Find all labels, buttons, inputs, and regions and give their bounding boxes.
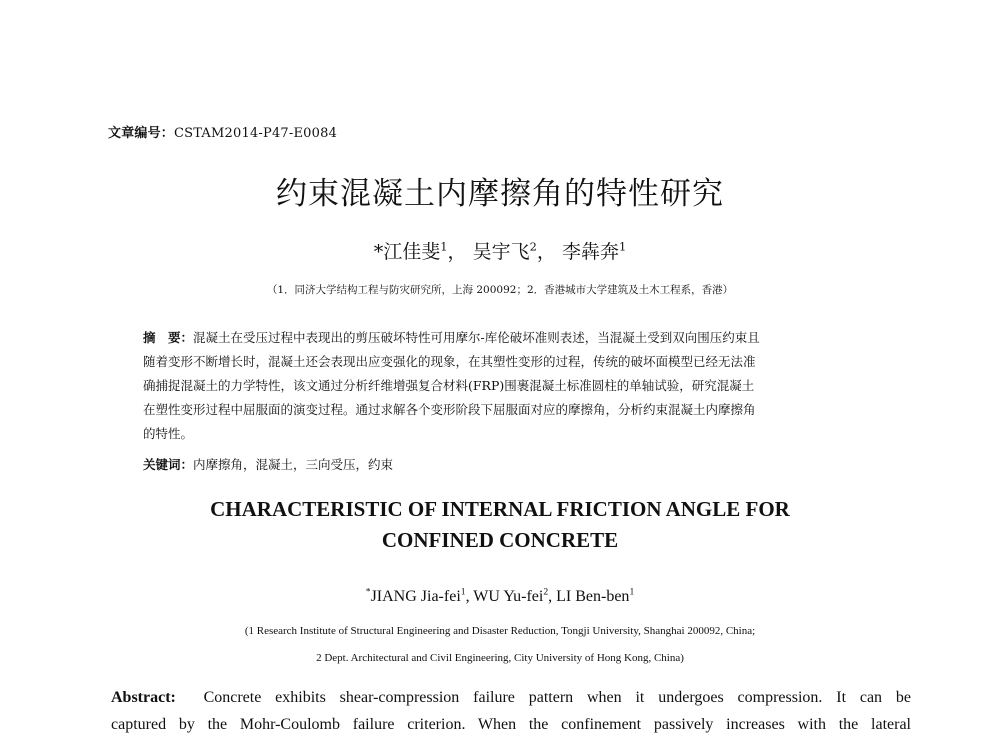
en-author-3-affil: 1 xyxy=(629,586,635,598)
en-abstract-line: captured by the Mohr-Coulomb failure criterion. When the confinement passively increases with the lateral xyxy=(111,716,911,733)
english-affiliation-line-1: (1 Research Institute of Structural Engineering and Disaster Reduction, Tongji University, Shanghai 200092, China; xyxy=(244,625,756,637)
en-abstract-line xyxy=(111,684,911,711)
author-2-name: 吴宇飞 xyxy=(472,241,530,263)
abstract-line xyxy=(143,326,873,350)
abstract-line: 的特性。 xyxy=(143,426,194,441)
chinese-authors xyxy=(0,237,1000,264)
keywords-label: 关键词： xyxy=(143,457,194,472)
english-abstract xyxy=(111,684,911,738)
en-author-2-sep: , xyxy=(548,588,557,605)
en-author-1-sep: , xyxy=(465,588,474,605)
en-abstract-label: Abstract: xyxy=(111,689,176,706)
english-title-line-2: CONFINED CONCRETE xyxy=(381,528,619,552)
en-author-3-name: LI Ben-ben xyxy=(556,588,630,605)
en-author-1-mark: * xyxy=(365,586,371,598)
english-affiliation-line-2: 2 Dept. Architectural and Civil Engineering, City University of Hong Kong, China) xyxy=(316,652,684,664)
article-number xyxy=(108,122,337,141)
article-number-label: 文章编号： xyxy=(108,126,175,141)
abstract-line: 随着变形不断增长时，混凝土还会表现出应变强化的现象，在其塑性变形的过程，传统的破坏面模型已经无法准 xyxy=(143,354,756,369)
en-author-1-affil: 1 xyxy=(460,586,466,598)
author-2-sep: ， xyxy=(536,241,556,263)
chinese-title: 约束混凝土内摩擦角的特性研究 xyxy=(276,176,724,212)
author-1-sep: ， xyxy=(447,241,467,263)
abstract-line: 在塑性变形过程中屈服面的演变过程。通过求解各个变形阶段下屈服面对应的摩擦角，分析约束混凝土内摩擦角 xyxy=(143,402,756,417)
author-3-affil: 1 xyxy=(618,239,627,254)
chinese-keywords xyxy=(143,455,393,473)
author-2-affil: 2 xyxy=(529,239,537,254)
en-author-2-name: WU Yu-fei xyxy=(473,588,544,605)
author-1-mark: * xyxy=(373,241,384,263)
en-author-1-name: JIANG Jia-fei xyxy=(370,588,461,605)
author-1-affil: 1 xyxy=(440,239,448,254)
chinese-affiliation: （1．同济大学结构工程与防灾研究所，上海 200092；2．香港城市大学建筑及土木工程系，香港） xyxy=(266,284,734,296)
english-authors xyxy=(0,588,1000,606)
abstract-line-text: 混凝土在受压过程中表现出的剪压破坏特性可用摩尔-库伦破坏准则表述，当混凝土受到双向围压约束且 xyxy=(193,330,760,345)
abstract-label: 摘 要： xyxy=(143,330,194,345)
abstract-line: 确捕捉混凝土的力学特性，该文通过分析纤维增强复合材料(FRP)围裹混凝土标准圆柱的单轴试验，研究混凝土 xyxy=(143,378,755,393)
english-title xyxy=(0,494,1000,556)
english-affiliation xyxy=(0,618,1000,672)
chinese-abstract xyxy=(143,326,873,446)
en-abstract-line-text: Concrete exhibits shear-compression failure pattern when it undergoes compression. It can be xyxy=(203,689,911,706)
author-3-name: 李犇奔 xyxy=(561,241,619,263)
keywords-value: 内摩擦角，混凝土，三向受压，约束 xyxy=(193,457,394,472)
article-number-value: CSTAM2014-P47-E0084 xyxy=(174,126,338,141)
en-author-2-affil: 2 xyxy=(543,586,549,598)
english-title-line-1: CHARACTERISTIC OF INTERNAL FRICTION ANGLE FOR xyxy=(210,497,790,521)
author-1-name: 江佳斐 xyxy=(383,241,441,263)
